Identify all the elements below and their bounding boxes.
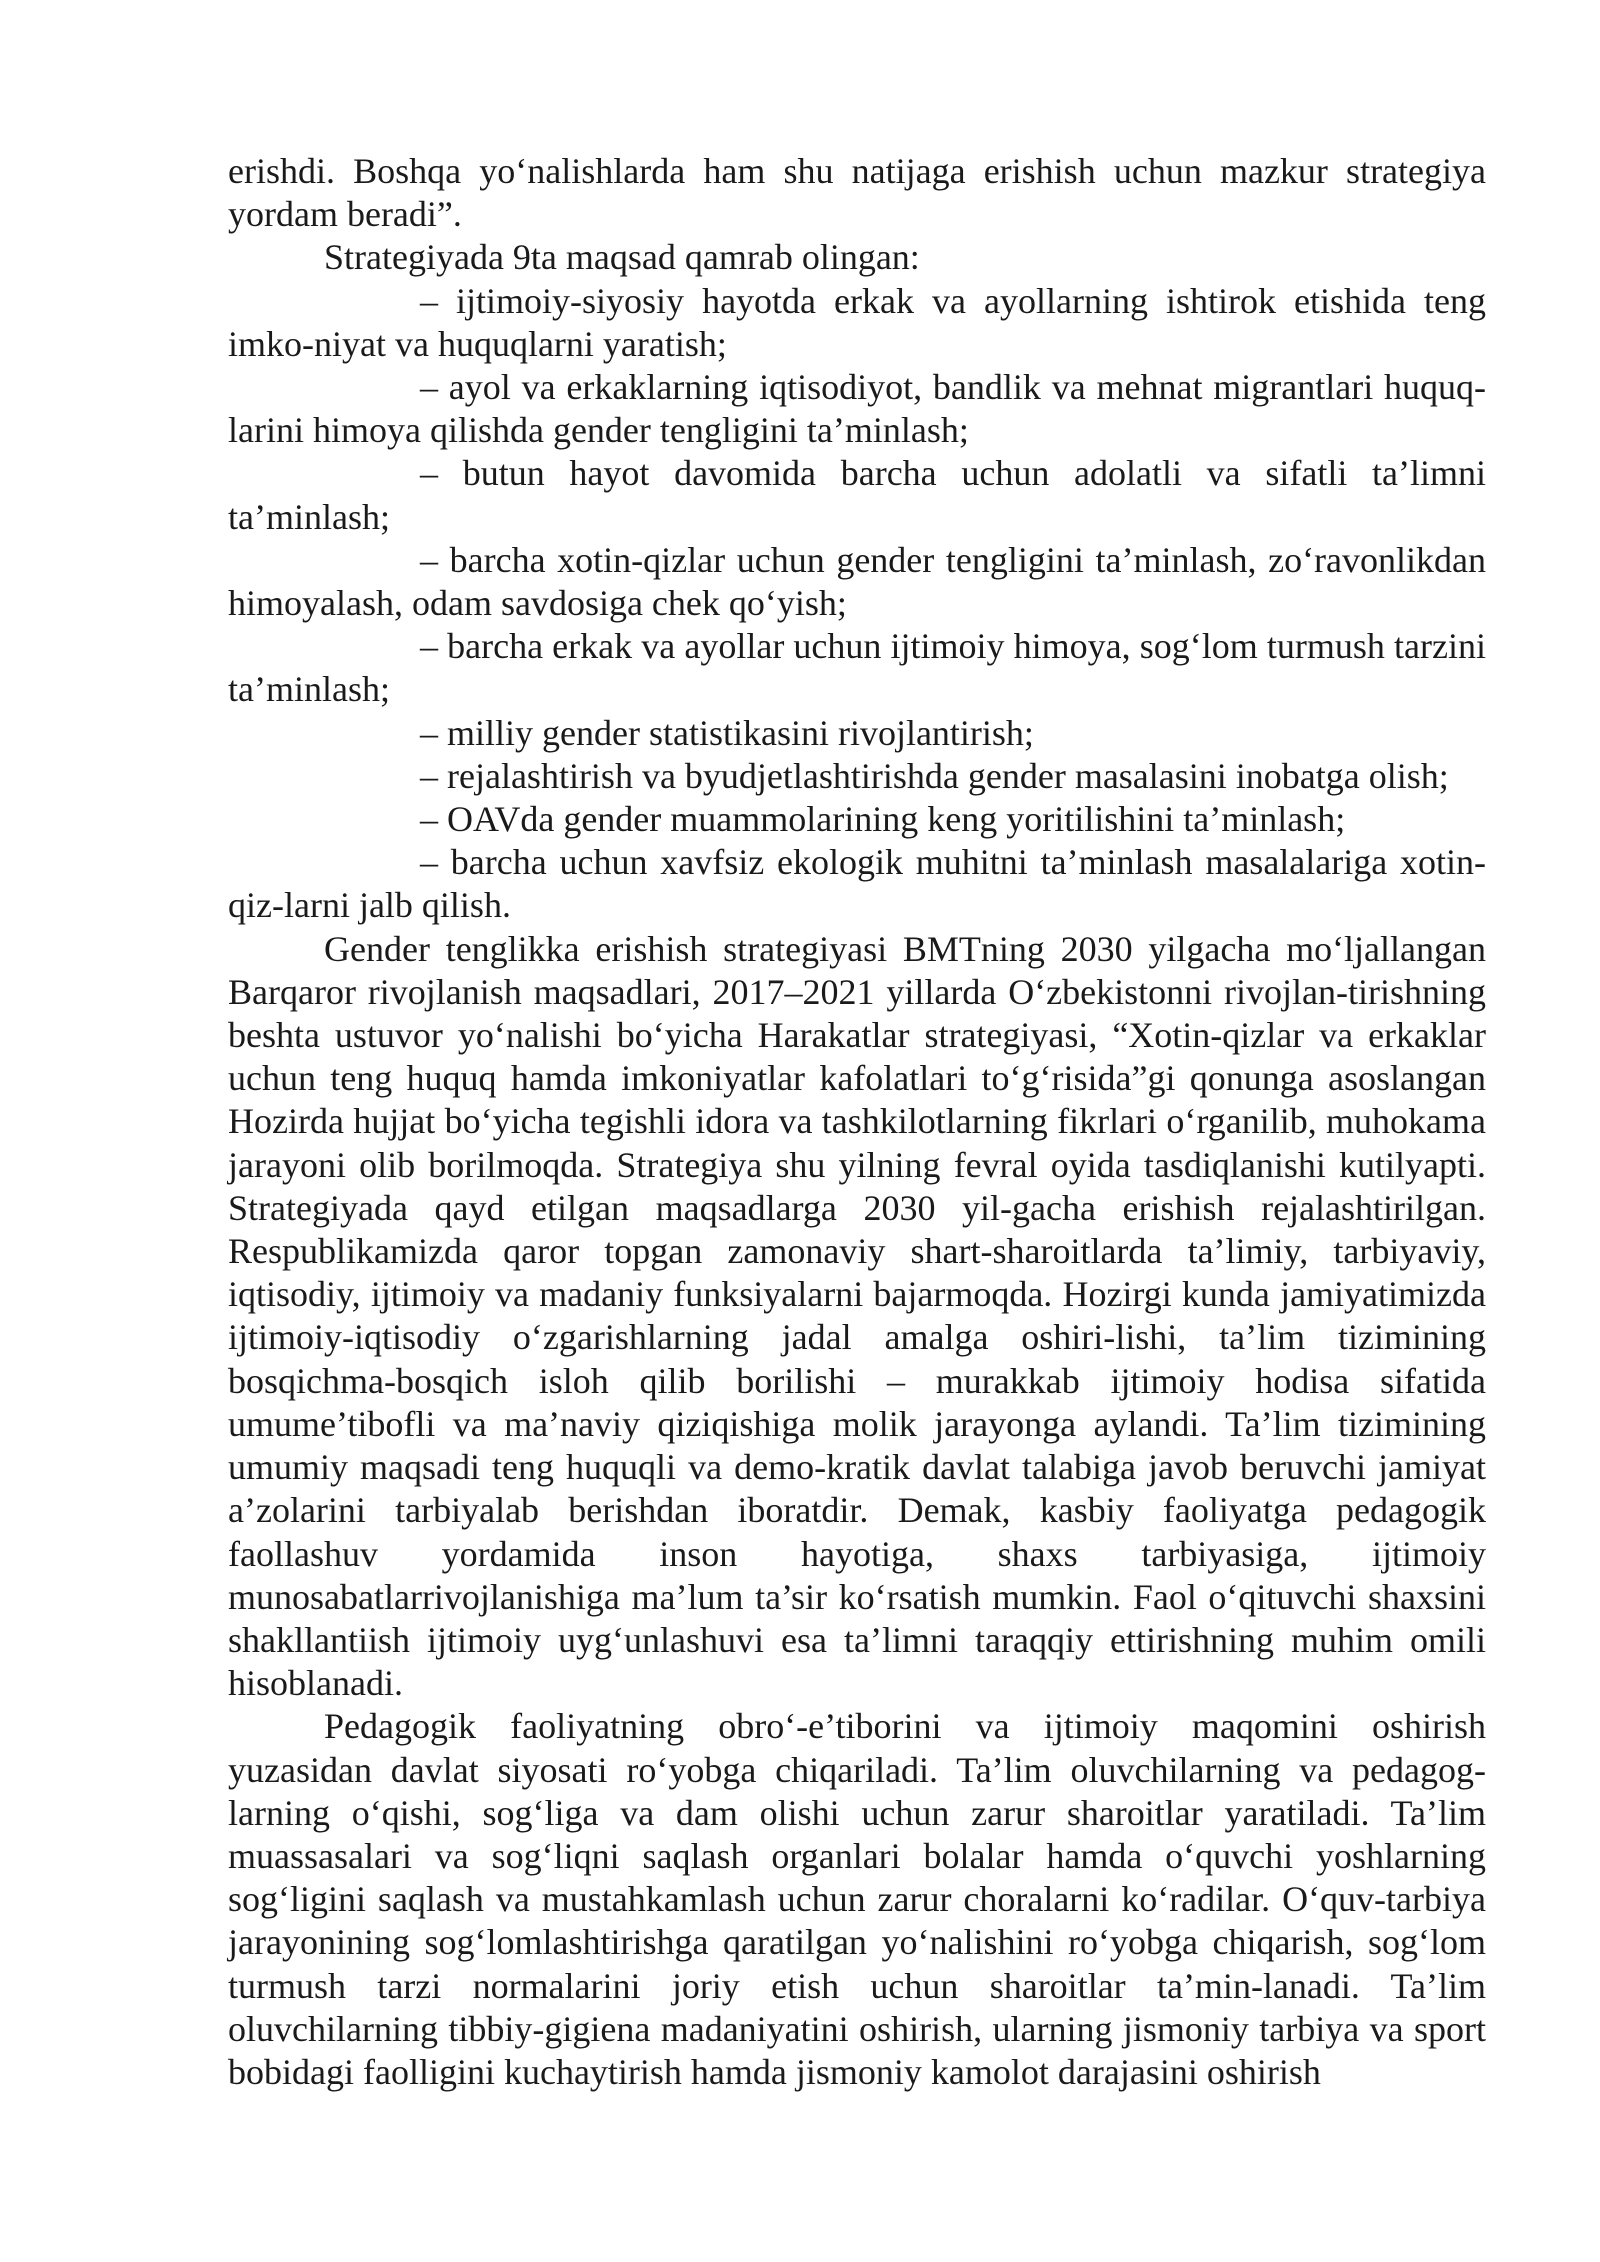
document-page <box>228 150 1486 2094</box>
list-item: – rejalashtirish va byudjetlashtirishda gender masalasini inobatga olish; <box>420 755 1449 796</box>
list-item: – OAVda gender muammolarining keng yoritilishini ta’minlash; <box>420 799 1346 840</box>
list-item: – barcha xotin-qizlar uchun gender tengligini ta’minlash, zo‘ravonlikdan himoyalash, odam savdosiga chek qo‘yish; <box>228 539 1486 624</box>
paragraph-continuation: erishdi. Boshqa yo‘nalishlarda ham shu natijaga erishish uchun mazkur strategiya yordam beradi”. <box>228 151 1486 235</box>
list-item: – barcha erkak va ayollar uchun ijtimoiy himoya, sog‘lom turmush tarzini ta’minlash; <box>228 626 1486 710</box>
list-item: – barcha uchun xavfsiz ekologik muhitni ta’minlash masalalariga xotin-qiz-larni jalb qilish. <box>228 842 1486 926</box>
list-item: – milliy gender statistikasini rivojlantirish; <box>420 712 1034 753</box>
paragraph-goals-intro: Strategiyada 9ta maqsad qamrab olingan: <box>324 237 920 278</box>
paragraph-pedagogy: Pedagogik faoliyatning obro‘-e’tiborini va ijtimoiy maqomini oshirish yuzasidan davlat siyosati ro‘yobga chiqariladi. Ta’lim oluvchilarning va pedagog-larning o‘qishi, sog‘liga va dam olishi uchun zarur sharoitlar yaratiladi. Ta’lim muassasalari va sog‘liqni saqlash organlari bolalar hamda o‘quvchi yoshlarning sog‘ligini saqlash va mustahkamlash uchun zarur choralarni ko‘radilar. O‘quv-tarbiya jarayonining sog‘lomlashtirishga qaratilgan yo‘nalishini ro‘yobga chiqarish, sog‘lom turmush tarzi normalarini joriy etish uchun sharoitlar ta’min-lanadi. Ta’lim oluvchilarning tibbiy-gigiena madaniyatini oshirish, ularning jismoniy tarbiya va sport bobidagi faolligini kuchaytirish hamda jismoniy kamolot darajasini oshirish <box>228 1706 1486 2092</box>
list-item: – ijtimoiy-siyosiy hayotda erkak va ayollarning ishtirok etishida teng imko-niyat va huquqlarni yaratish; <box>228 280 1486 364</box>
paragraph-strategy: Gender tenglikka erishish strategiyasi BMTning 2030 yilgacha mo‘ljallangan Barqaror rivojlanish maqsadlari, 2017–2021 yillarda O‘zbekistonni rivojlan-tirishning beshta ustuvor yo‘nalishi bo‘yicha Harakatlar strategiyasi, “Xotin-qizlar va erkaklar uchun teng huquq hamda imkoniyatlar kafolatlari to‘g‘risida”gi qonunga asoslangan Hozirda hujjat bo‘yicha tegishli idora va tashkilotlarning fikrlari o‘rganilib, muhokama jarayoni olib borilmoqda. Strategiya shu yilning fevral oyida tasdiqlanishi kutilyapti. Strategiyada qayd etilgan maqsadlarga 2030 yil-gacha erishish rejalashtirilgan. Respublikamizda qaror topgan zamonaviy shart-sharoitlarda ta’limiy, tarbiyaviy, iqtisodiy, ijtimoiy va madaniy funksiyalarni bajarmoqda. Hozirgi kunda jamiyatimizda ijtimoiy-iqtisodiy o‘zgarishlarning jadal amalga oshiri-lishi, ta’lim tizimining bosqichma-bosqich isloh qilib borilishi – murakkab ijtimoiy hodisa sifatida umume’tibofli va ma’naviy qiziqishiga molik jarayonga aylandi. Ta’lim tizimining umumiy maqsadi teng huquqli va demo-kratik davlat talabiga javob beruvchi jamiyat a’zolarini tarbiyalab berishdan iboratdir. Demak, kasbiy faoliyatga pedagogik faollashuv yordamida inson hayotiga, shaxs tarbiyasiga, ijtimoiy munosabatlarrivojlanishiga ma’lum ta’sir ko‘rsatish mumkin. Faol o‘qituvchi shaxsini shakllantiish ijtimoiy uyg‘unlashuvi esa ta’limni taraqqiy ettirishning muhim omili hisoblanadi. <box>228 928 1486 1704</box>
list-item: – ayol va erkaklarning iqtisodiyot, bandlik va mehnat migrantlari huquq-larini himoya qilishda gender tengligini ta’minlash; <box>228 367 1486 451</box>
list-item: – butun hayot davomida barcha uchun adolatli va sifatli ta’limni ta’minlash; <box>228 453 1486 537</box>
